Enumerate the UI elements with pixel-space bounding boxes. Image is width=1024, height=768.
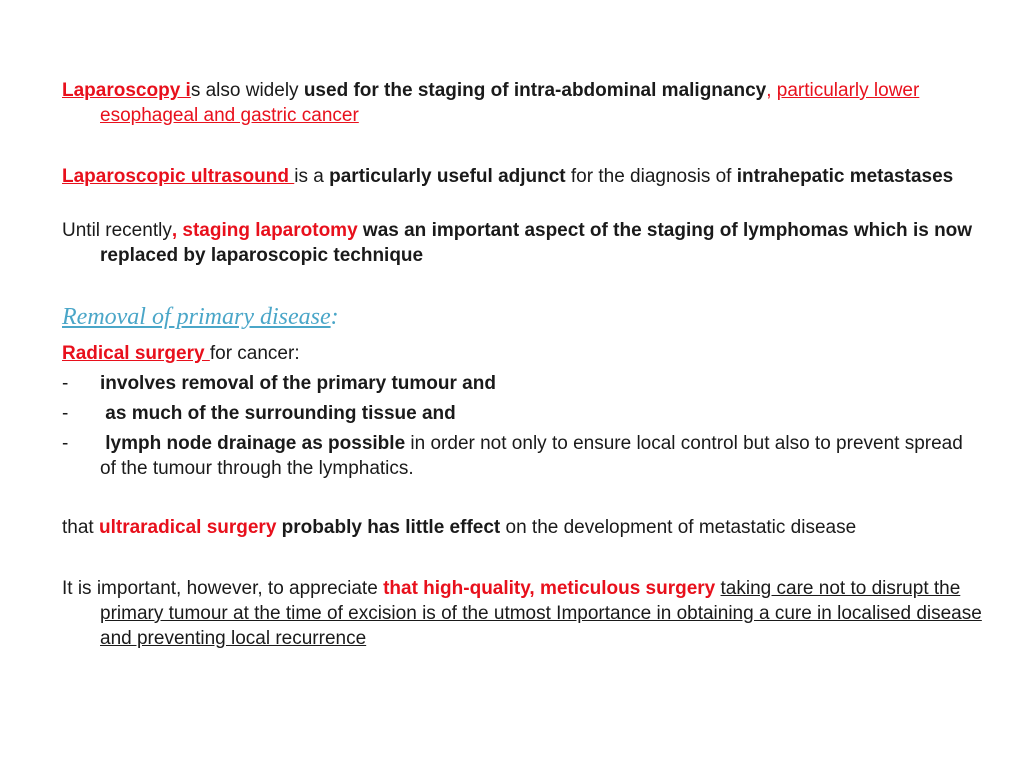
p5-underlined: taking care not to disrupt the primary tumour at the time of excision is of the utmost Importance in obtaining a cure in localised disease and preventing local recurrence [100, 578, 982, 649]
p5-red-bold: that high-quality, meticulous surgery [383, 578, 716, 599]
term-radical-surgery: Radical surgery [62, 343, 210, 364]
bullet-1-bold: involves removal of the primary tumour and [100, 373, 496, 394]
p3-bold1: was an important aspect of the staging of lymphomas which is now replaced by laparoscopic technique [100, 220, 973, 266]
p2-bold2: intrahepatic metastases [736, 166, 954, 187]
p1-red-underlined: particularly lower esophageal and gastric cancer [100, 80, 920, 126]
p2-text2: for the diagnosis of [565, 166, 737, 187]
bullet-dash: - [62, 433, 69, 454]
term-laparoscopic-ultrasound: Laparoscopic ultrasound [62, 166, 295, 187]
bullet-dash: - [62, 373, 69, 394]
bullet-item-3 [62, 431, 972, 481]
p1-bold1: used for the staging of intra-abdominal malignancy [303, 80, 767, 101]
section-heading [62, 304, 339, 331]
heading-colon: : [330, 304, 339, 330]
paragraph-laparoscopic-ultrasound [62, 164, 1010, 189]
bullet-dash: - [62, 403, 69, 424]
paragraph-ultraradical [62, 515, 1010, 540]
paragraph-staging-laparotomy [62, 218, 1010, 268]
radical-text: for cancer: [209, 343, 300, 364]
bullet-2-bold: as much of the surrounding tissue and [100, 403, 456, 424]
p1-comma: , [766, 80, 777, 101]
p4-text2: on the development of metastatic disease [500, 517, 857, 538]
p4-text1: that [62, 517, 99, 538]
bullet-item-2 [62, 401, 972, 426]
term-laparoscopy: Laparoscopy i [62, 80, 191, 101]
bullet-3-bold: lymph node drainage as possible [100, 433, 406, 454]
p3-text1: Until recently [62, 220, 172, 241]
p3-red-bold: , staging laparotomy [171, 220, 358, 241]
p4-red-bold: ultraradical surgery [98, 517, 277, 538]
bullet-item-1 [62, 371, 972, 396]
paragraph-meticulous-surgery [62, 576, 1010, 651]
p2-bold1: particularly useful adjunct [329, 166, 566, 187]
p4-bold1: probably has little effect [276, 517, 501, 538]
heading-label: Removal of primary disease [62, 304, 331, 330]
bullet-3-text: in order not only to ensure local control but also to prevent spread of the tumour through the lymphatics. [100, 433, 969, 479]
p2-text1: is a [294, 166, 330, 187]
radical-surgery-line [62, 341, 972, 366]
p5-text1: It is important, however, to appreciate [62, 578, 384, 599]
paragraph-laparoscopy [62, 78, 1010, 128]
p1-text1: s also widely [190, 80, 304, 101]
